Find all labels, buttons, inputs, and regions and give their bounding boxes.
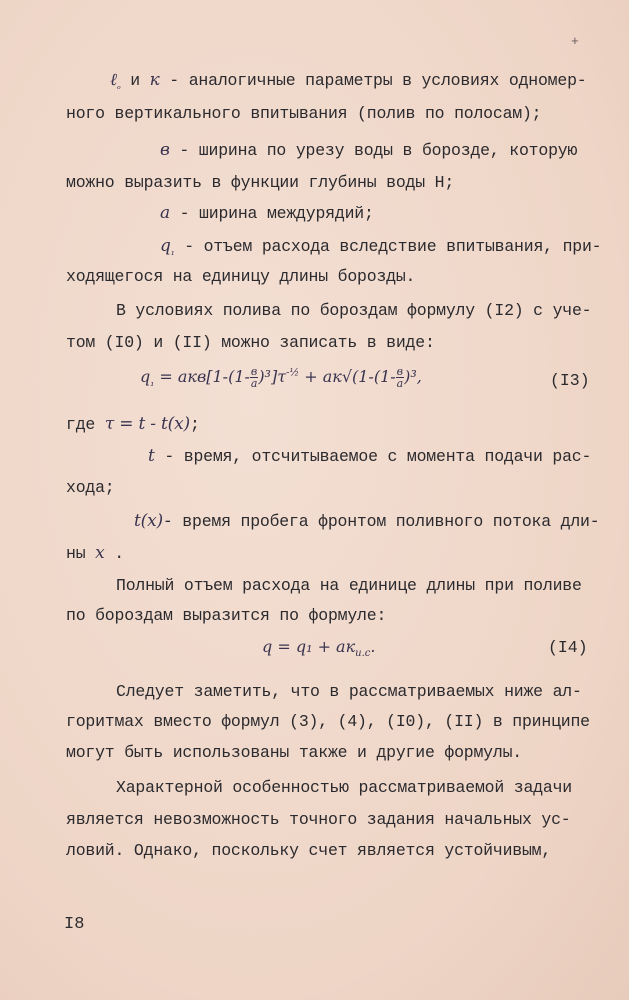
equation-number: (I3) bbox=[550, 371, 590, 390]
text-line: $q_{_1}$ - отъем расхода вследствие впитывания, при- bbox=[160, 236, 602, 258]
corner-mark: + bbox=[571, 34, 579, 49]
fraction: $\frac{в}{а}$ bbox=[250, 365, 258, 390]
text-line: хода; bbox=[66, 478, 115, 497]
text-line: Характерной особенностью рассматриваемой задачи bbox=[116, 778, 572, 797]
text-line: ного вертикального впитывания (полив по полосам); bbox=[66, 104, 542, 123]
text-line: ℓ$_{_o}$ и к - аналогичные параметры в условиях одномер- bbox=[110, 70, 587, 92]
fraction: $\frac{в}{а}$ bbox=[396, 365, 404, 390]
equation-number: (I4) bbox=[548, 638, 588, 657]
text-line: а - ширина междурядий; bbox=[160, 203, 374, 223]
page-number: I8 bbox=[64, 915, 85, 934]
text-line: ны x . bbox=[66, 543, 124, 563]
text-line: Следует заметить, что в рассматриваемых ниже ал- bbox=[116, 682, 582, 701]
text-line: Полный отъем расхода на единице длины при поливе bbox=[116, 576, 582, 595]
symbol: к bbox=[149, 70, 160, 90]
text-line: ловий. Однако, поскольку счет является устойчивым, bbox=[66, 841, 552, 860]
text-line: горитмах вместо формул (3), (4), (I0), (II) в принципе bbox=[66, 712, 590, 731]
text-line: где τ = t - t(x); bbox=[66, 414, 200, 434]
text-line: t(x)- время пробега фронтом поливного потока дли- bbox=[134, 511, 600, 531]
text-line: t - время, отсчитываемое с момента подачи рас- bbox=[148, 446, 592, 466]
text-line: том (I0) и (II) можно записать в виде: bbox=[66, 333, 435, 352]
text-line: В условиях полива по бороздам формулу (I2) с уче- bbox=[116, 301, 592, 320]
text-line: в - ширина по урезу воды в борозде, которую bbox=[160, 140, 578, 160]
text-line: могут быть использованы также и другие формулы. bbox=[66, 743, 522, 762]
text-line: является невозможность точного задания начальных ус- bbox=[66, 810, 571, 829]
text-line: можно выразить в функции глубины воды H; bbox=[66, 173, 455, 192]
symbol: ℓ bbox=[110, 70, 117, 90]
text-line: по бороздам выразится по формуле: bbox=[66, 606, 387, 625]
formula-13: $q_{_1} = акв[1-(1-$ $\frac{в}{а}$ )$^3]\tau^{-\frac{1}{2}} + ак√(1-(1-$ $\frac{в}{а}$ )³, bbox=[140, 365, 422, 390]
text-line: ходящегося на единицу длины борозды. bbox=[66, 267, 416, 286]
formula-14: $q = q_1 + aк_{и.с}$. bbox=[262, 637, 376, 659]
